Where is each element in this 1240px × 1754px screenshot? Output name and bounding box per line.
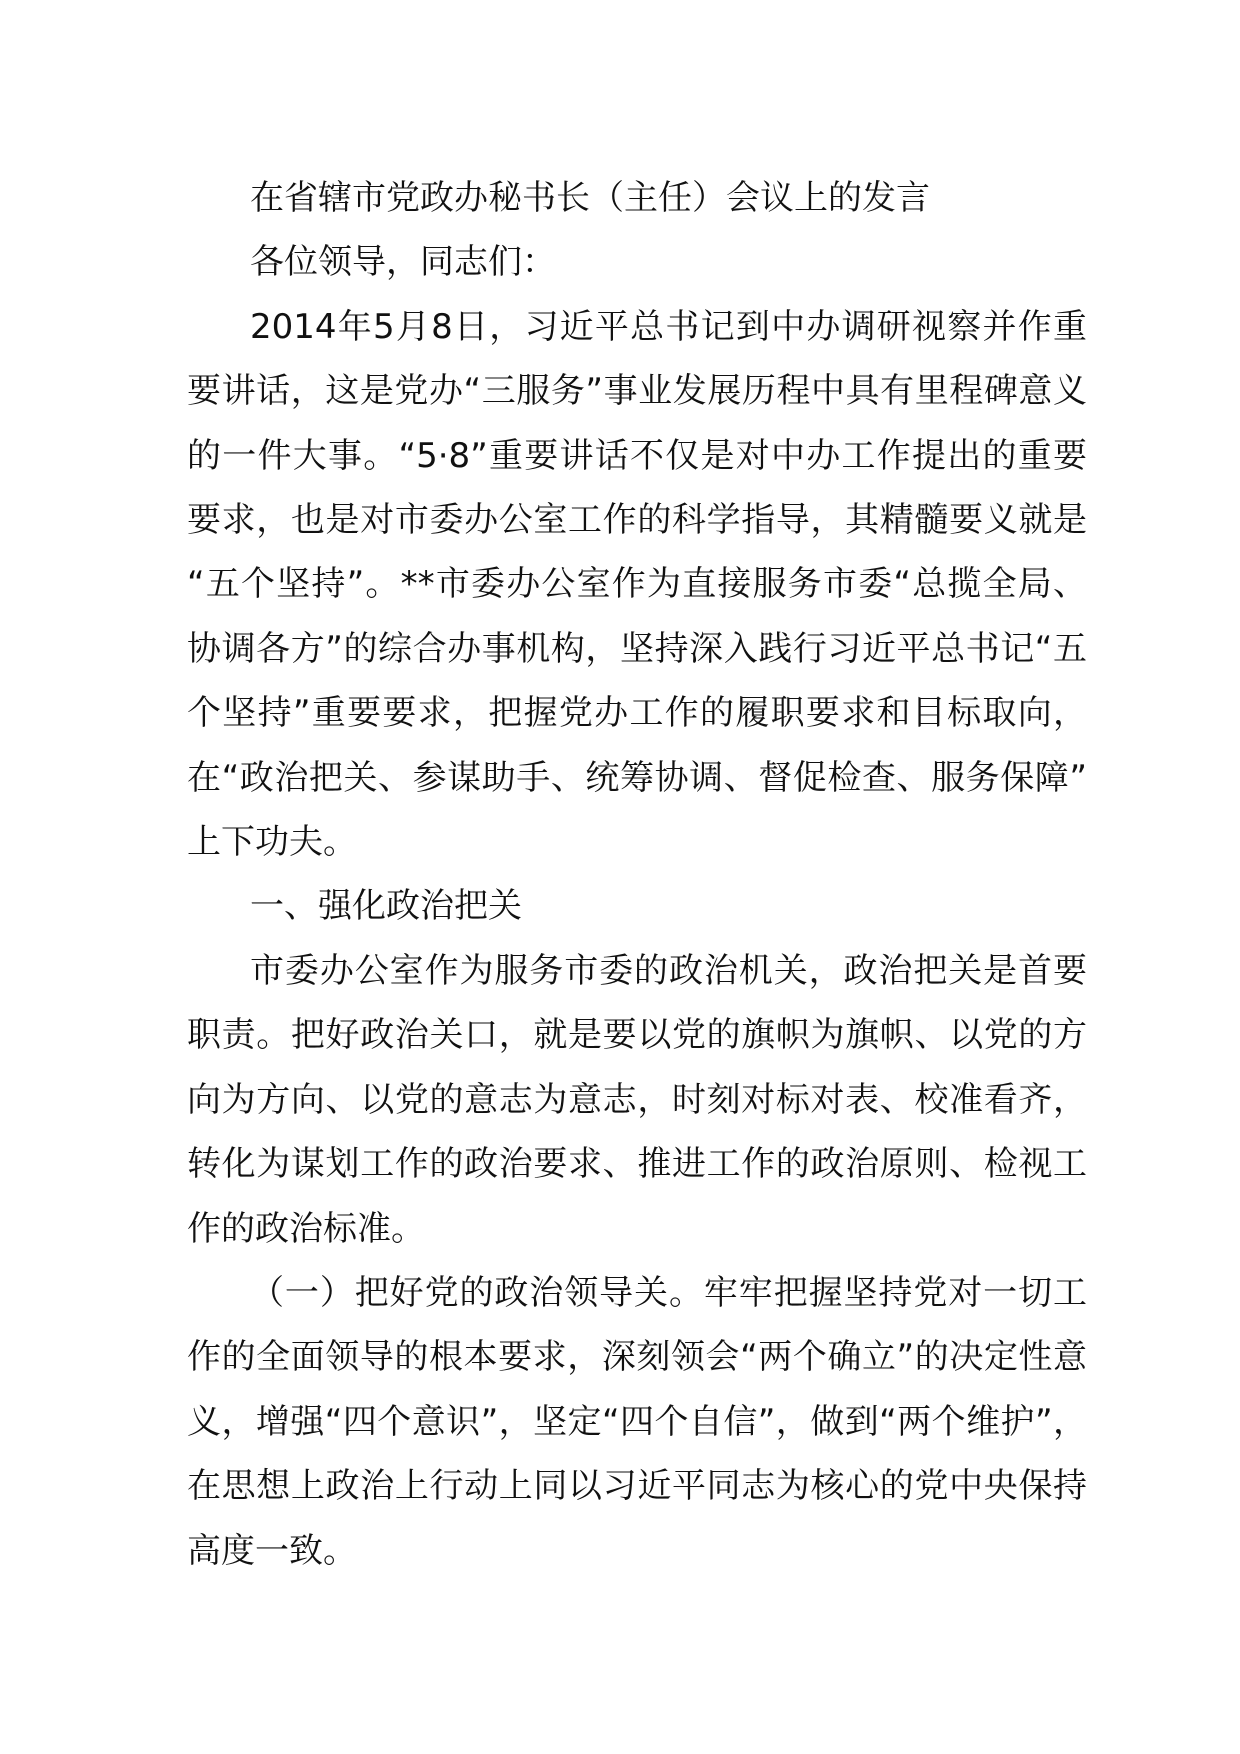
document-title: 在省辖市党政办秘书长（主任）会议上的发言 bbox=[250, 178, 930, 218]
subsection-1-paragraph: （一）把好党的政治领导关。牢牢把握坚持党对一切工作的全面领导的根本要求，深刻领会“两个确立”的决定性意义，增强“四个意识”，坚定“四个自信”，做到“两个维护”，在思想上政治上行动上同以习近平同志为核心的党中央保持高度一致。 bbox=[187, 1272, 1087, 1571]
section-1-paragraph: 市委办公室作为服务市委的政治机关，政治把关是首要职责。把好政治关口，就是要以党的旗帜为旗帜、以党的方向为方向、以党的意志为意志，时刻对标对表、校准看齐，转化为谋划工作的政治要求、推进工作的政治原则、检视工作的政治标准。 bbox=[187, 950, 1087, 1249]
document-body bbox=[187, 166, 1087, 1583]
section-heading-1: 一、强化政治把关 bbox=[250, 886, 522, 927]
salutation: 各位领导，同志们： bbox=[250, 242, 556, 283]
intro-paragraph: 2014年5月8日，习近平总书记到中办调研视察并作重要讲话，这是党办“三服务”事业发展历程中具有里程碑意义的一件大事。“5·8”重要讲话不仅是对中办工作提出的重要要求，也是对市委办公室工作的科学指导，其精髓要义就是“五个坚持”。**市委办公室作为直接服务市委“总揽全局、协调各方”的综合办事机构，坚持深入践行习近平总书记“五个坚持”重要要求，把握党办工作的履职要求和目标取向，在“政治把关、参谋助手、统筹协调、督促检查、服务保障”上下功夫。 bbox=[187, 306, 1087, 863]
